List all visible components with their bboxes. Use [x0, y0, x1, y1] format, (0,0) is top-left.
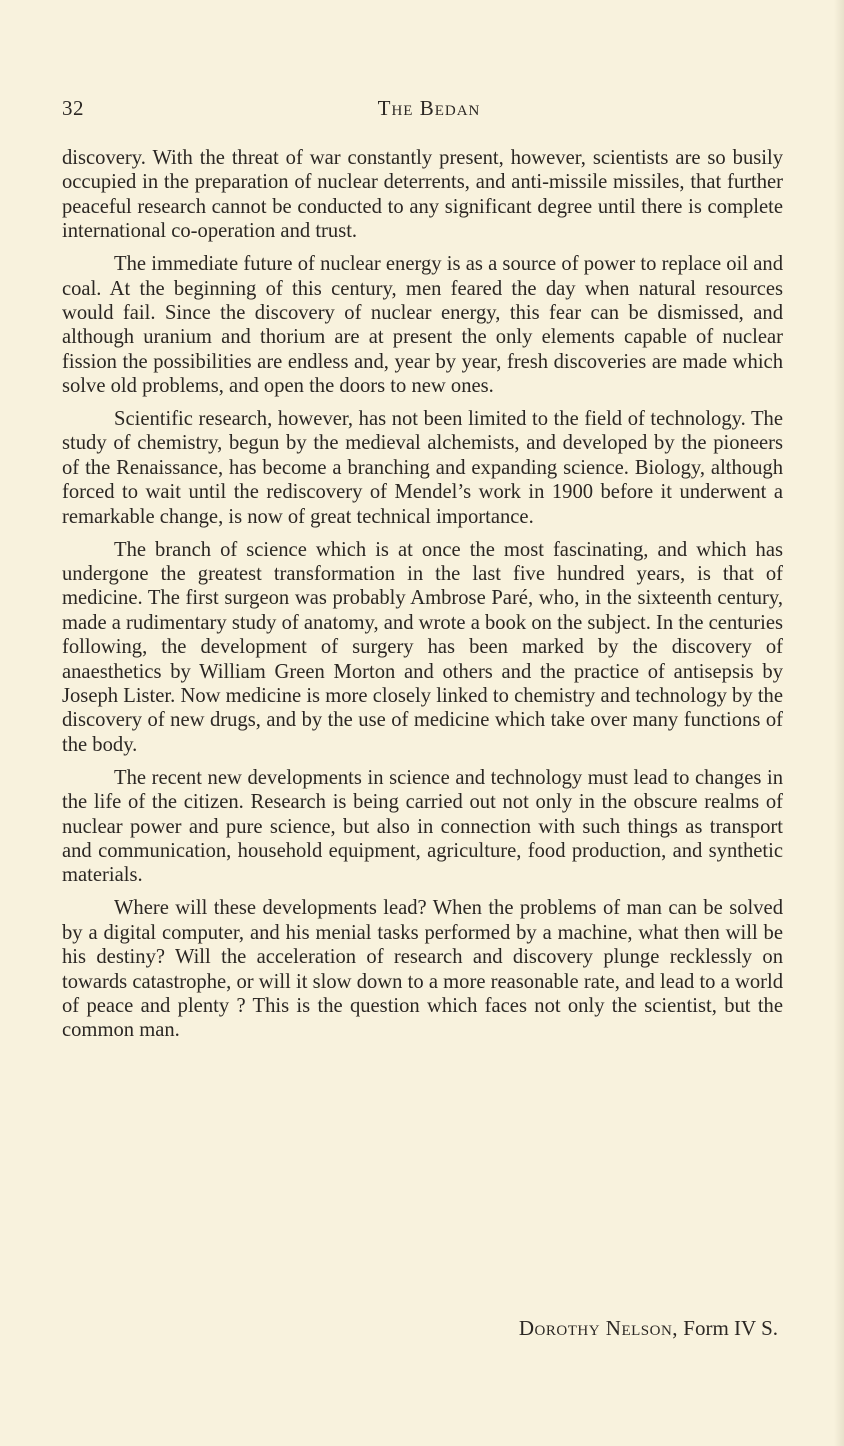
- paragraph: Where will these developments lead? When the problems of man can be solved by a digital computer, and his menial tasks performed by a machine, what then will be his destiny? Will the acceleration of research and discovery plunge recklessly on towards catastrophe, or will it slow down to a more reasonable rate, and lead to a world of peace and plenty ? This is the question which faces not only the scientist, but the common man.: [62, 897, 783, 1042]
- author-form: Form IV S.: [683, 1316, 778, 1340]
- paragraph: Scientific research, however, has not been limited to the field of technology. The study of chemistry, begun by the medieval alchemists, and developed by the pioneers of the Renaissance, has become a branching and expanding science. Biology, although forced to wait until the rediscovery of Mendel’s work in 1900 before it underwent a remarkable change, is now of great technical importance.: [62, 408, 783, 528]
- journal-title: The Bedan: [377, 96, 481, 120]
- paragraph: The recent new developments in science and technology must lead to changes in the life of the citizen. Research is being carried out not only in the obscure realms of nuclear power and pure science, but also in connection with such things as transport and communication, household equipment, agriculture, food production, and synthetic materials.: [62, 766, 783, 887]
- article-body: [62, 146, 783, 1051]
- running-head: [62, 96, 782, 126]
- page-edge-shadow: [834, 0, 844, 1446]
- author-name: Dorothy Nelson,: [518, 1316, 679, 1340]
- signature: [519, 1316, 778, 1341]
- paragraph: The immediate future of nuclear energy is as a source of power to replace oil and coal. At the beginning of this century, men feared the day when natural resources would fail. Since the discovery of nuclear energy, this fear can be dismissed, and although uranium and thorium are at present the only elements capable of nuclear fission the possibilities are endless and, year by year, fresh discoveries are made which solve old problems, and open the doors to new ones.: [62, 253, 783, 398]
- paragraph-continuation: discovery. With the threat of war constantly present, however, scientists are so busily occupied in the preparation of nuclear deterrents, and anti-missile missiles, that further peaceful research cannot be conducted to any significant degree until there is complete international co-operation and trust.: [62, 147, 783, 243]
- paragraph: The branch of science which is at once the most fascinating, and which has undergone the greatest transformation in the last five hundred years, is that of medicine. The first surgeon was probably Ambrose Paré, who, in the sixteenth century, made a rudimentary study of anatomy, and wrote a book on the subject. In the centuries following, the development of surgery has been marked by the discovery of anaesthetics by William Green Morton and others and the practice of antisepsis by Joseph Lister. Now medicine is more closely linked to chemistry and technology by the discovery of new drugs, and by the use of medicine which take over many functions of the body.: [62, 538, 783, 756]
- page-number: 32: [62, 96, 84, 120]
